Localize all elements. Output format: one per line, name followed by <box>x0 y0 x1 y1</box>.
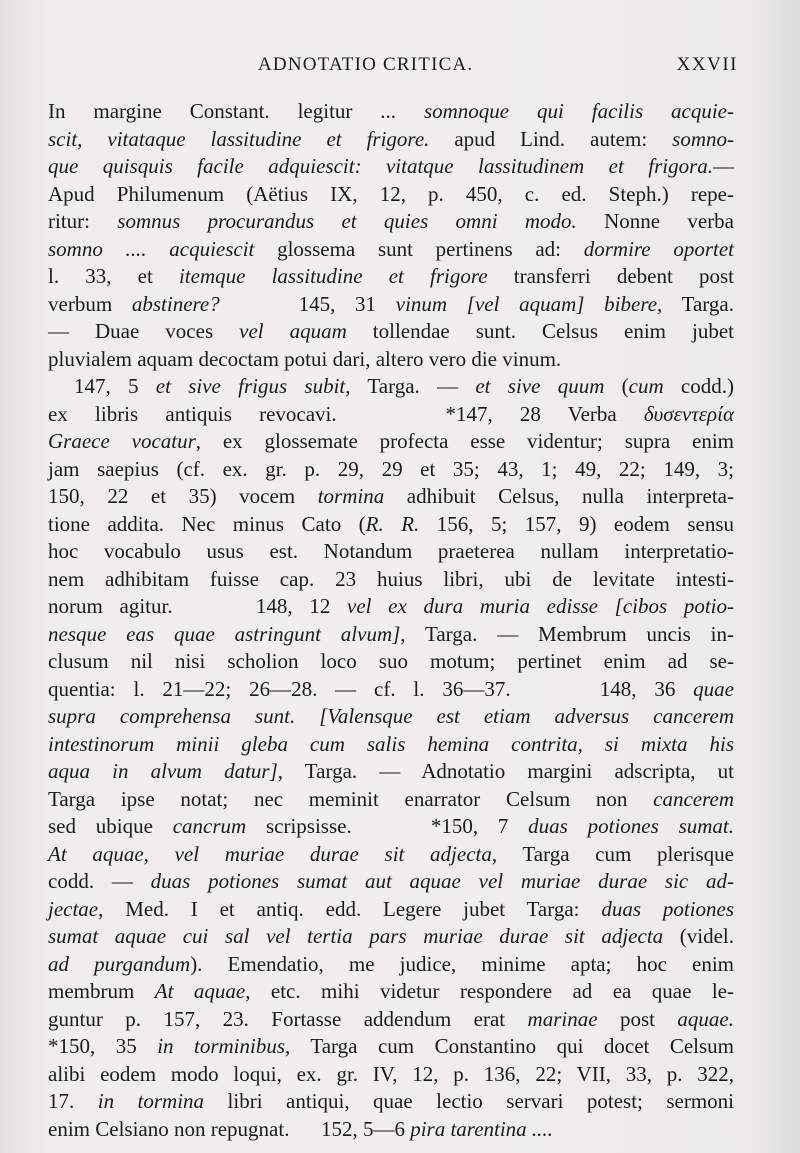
text-line: At aquae, vel muriae durae sit adjecta, Targa cum plerisque <box>48 841 734 866</box>
text-line: alibi eodem modo loqui, ex. gr. IV, 12, p. 136, 22; VII, 33, p. 322, <box>48 1061 734 1086</box>
text-line: que quisquis facile adquiescit: vitatque lassitudinem et frigora.— <box>48 154 734 178</box>
text-line: Targa ipse notat; nec meminit enarrator Celsum non cancerem <box>48 786 734 811</box>
text-line: — Duae voces vel aquam tollendae sunt. Celsus enim jubet <box>48 319 734 343</box>
text-line: In margine Constant. legitur ... somnoque qui facilis acquie- <box>48 99 734 123</box>
text-line: guntur p. 157, 23. Fortasse addendum erat marinae post aquae. <box>48 1006 734 1031</box>
running-header <box>48 54 738 82</box>
text-line: nem adhibitam fuisse cap. 23 huius libri, ubi de levitate intesti- <box>48 566 734 591</box>
text-line: Apud Philumenum (Aëtius IX, 12, p. 450, c. ed. Steph.) repe- <box>48 181 734 206</box>
text-line: l. 33, et itemque lassitudine et frigore transferri debent post <box>48 264 734 288</box>
text-line: scit, vitataque lassitudine et frigore. apud Lind. autem: somno- <box>48 126 734 151</box>
text-line: Graece vocatur, ex glossemate profecta esse videntur; supra enim <box>48 429 734 453</box>
text-line: jam saepius (cf. ex. gr. p. 29, 29 et 35; 43, 1; 49, 22; 149, 3; <box>48 456 734 481</box>
text-line: enim Celsiano non repugnat. 152, 5—6 pira tarentina .... <box>48 1116 553 1141</box>
text-line: clusum nil nisi scholion loco suo motum; pertinet enim ad se- <box>48 649 734 673</box>
text-line: verbum abstinere? 145, 31 vinum [vel aquam] bibere, Targa. <box>48 291 734 316</box>
text-line: sed ubique cancrum scripsisse. *150, 7 duas potiones sumat. <box>48 814 734 838</box>
text-line: pluvialem aquam decoctam potui dari, altero vero die vinum. <box>48 346 562 371</box>
text-line: 17. in tormina libri antiqui, quae lectio servari potest; sermoni <box>48 1089 735 1113</box>
text-line: somno .... acquiescit glossema sunt pertinens ad: dormire oportet <box>48 236 734 261</box>
text-line: ex libris antiquis revocavi. *147, 28 Verba δυσεντερία <box>48 401 734 426</box>
text-line: membrum At aquae, etc. mihi videtur respondere ad ea quae le- <box>48 979 734 1003</box>
text-line: *150, 35 in torminibus, Targa cum Constantino qui docet Celsum <box>48 1034 734 1058</box>
text-line: hoc vocabulo usus est. Notandum praeterea nullam interpretatio- <box>48 539 734 563</box>
text-line: ritur: somnus procurandus et quies omni modo. Nonne verba <box>48 209 735 233</box>
running-title: ADNOTATIO CRITICA. <box>258 54 474 75</box>
text-line: codd. — duas potiones sumat aut aquae vel muriae durae sic ad- <box>48 869 734 893</box>
text-line: ad purgandum). Emendatio, me judice, minime apta; hoc enim <box>48 951 734 976</box>
text-line: jectae, Med. I et antiq. edd. Legere jubet Targa: duas potiones <box>48 896 735 921</box>
text-line: aqua in alvum datur], Targa. — Adnotatio margini adscripta, ut <box>48 759 734 783</box>
page-number: XXVII <box>676 54 738 75</box>
text-line: nesque eas quae astringunt alvum], Targa. — Membrum uncis in- <box>48 621 734 646</box>
text-line: quentia: l. 21—22; 26—28. — cf. l. 36—37. 148, 36 quae <box>48 676 734 701</box>
text-line: 147, 5 et sive frigus subit, Targa. — et sive quum (cum codd.) <box>74 374 734 398</box>
text-line: norum agitur. 148, 12 vel ex dura muria edisse [cibos potio- <box>48 594 735 618</box>
critical-notes-text <box>48 98 734 1143</box>
text-line: supra comprehensa sunt. [Valensque est etiam adversus cancerem <box>48 704 734 728</box>
text-line: tione addita. Nec minus Cato (R. R. 156, 5; 157, 9) eodem sensu <box>48 511 735 536</box>
text-line: intestinorum minii gleba cum salis hemina contrita, si mixta his <box>48 731 734 756</box>
text-line: 150, 22 et 35) vocem tormina adhibuit Celsus, nulla interpreta- <box>48 484 734 508</box>
text-line: sumat aquae cui sal vel tertia pars muriae durae sit adjecta (videl. <box>48 924 734 948</box>
